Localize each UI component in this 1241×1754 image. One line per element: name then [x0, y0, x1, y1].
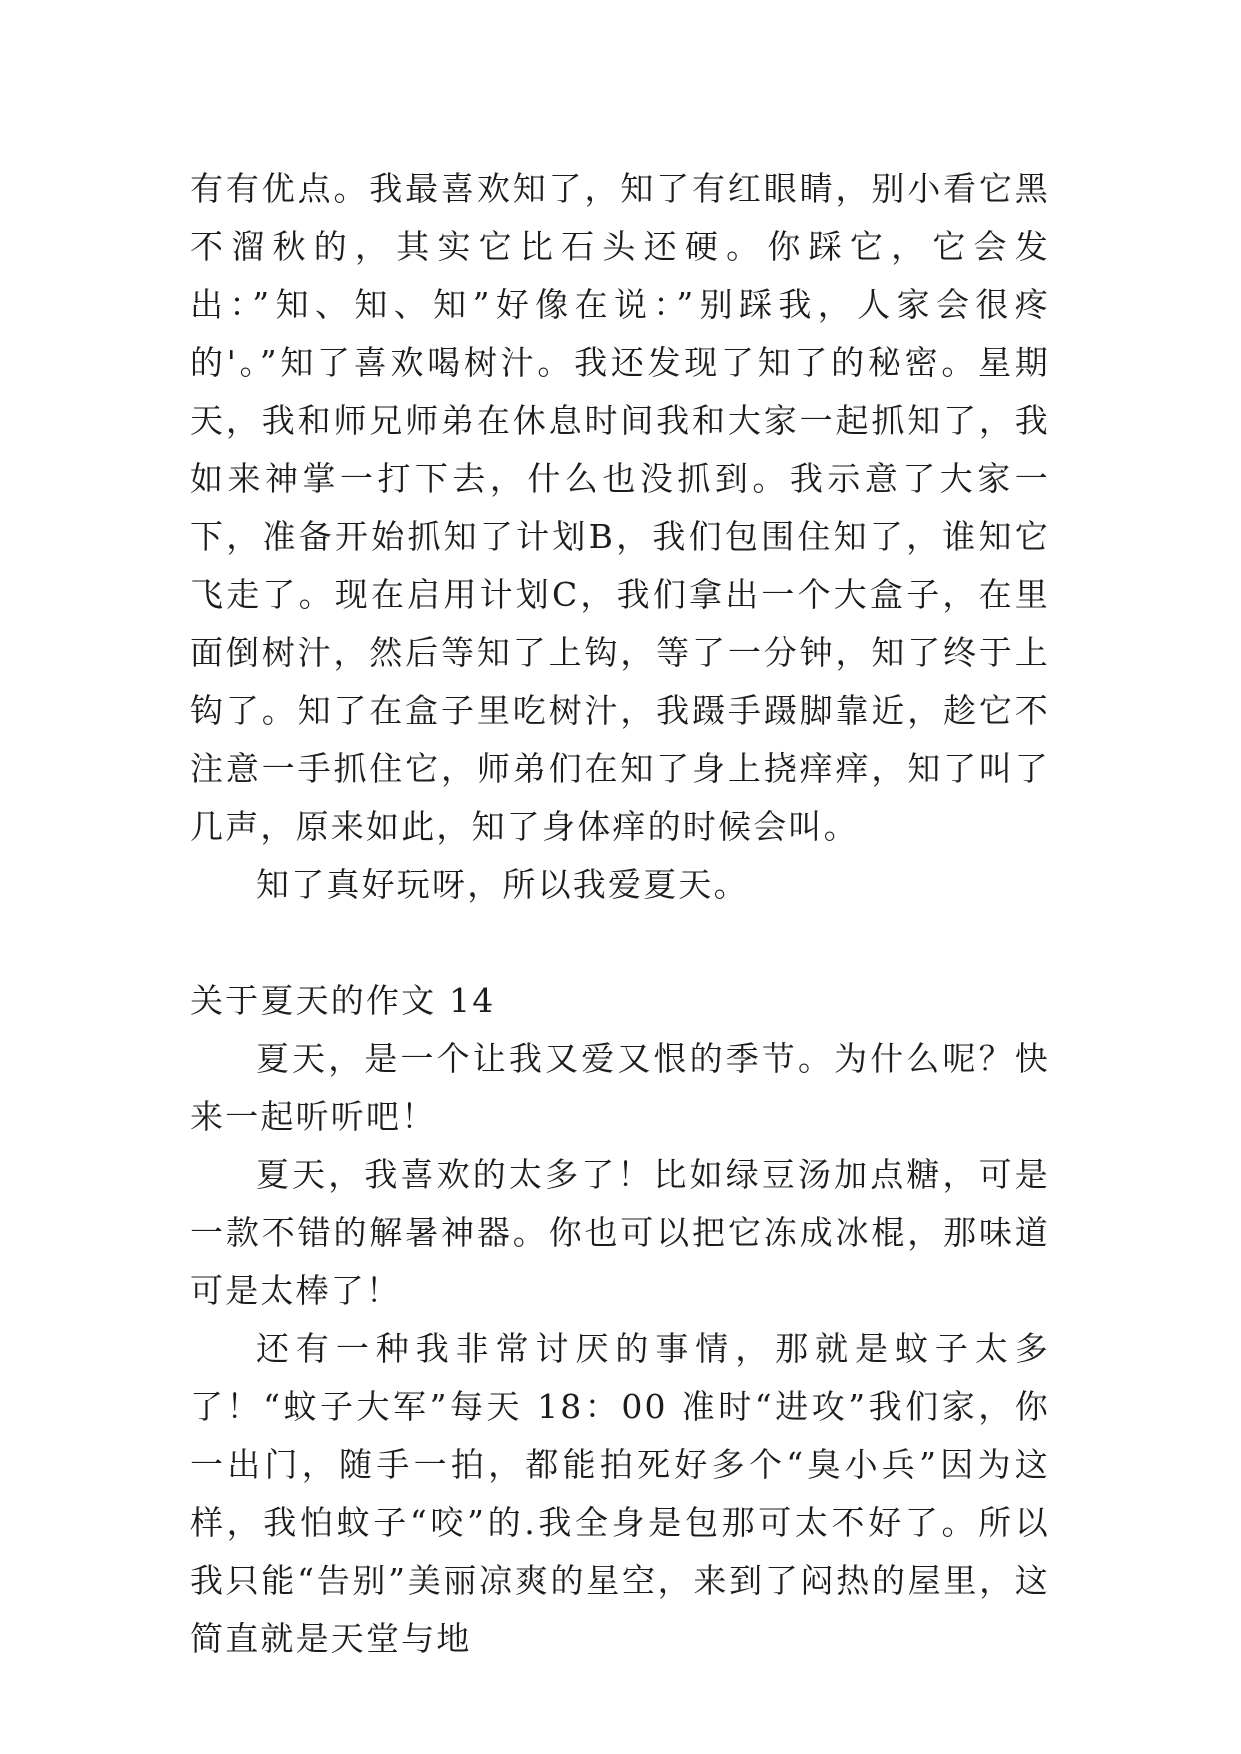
paragraph-dislikes: 还有一种我非常讨厌的事情，那就是蚊子太多了！“蚊子大军”每天 18：00 准时“进攻”我们家，你一出门，随手一拍，都能拍死好多个“臭小兵”因为这样，我怕蚊子“咬”的.我全身是包那可太不好了。所以我只能“告别”美丽凉爽的星空，来到了闷热的屋里，这简直就是天堂与地: [190, 1329, 1050, 1658]
paragraph-conclusion: 知了真好玩呀，所以我爱夏天。: [256, 865, 749, 904]
document-body: [190, 160, 1050, 1668]
paragraph-likes: 夏天，我喜欢的太多了！比如绿豆汤加点糖，可是一款不错的解暑神器。你也可以把它冻成冰棍，那味道可是太棒了！: [190, 1155, 1050, 1310]
paragraph-intro: 夏天，是一个让我又爱又恨的季节。为什么呢？快来一起听听吧！: [190, 1039, 1050, 1136]
section-heading: 关于夏天的作文 14: [190, 981, 496, 1020]
section-gap: [190, 914, 1050, 972]
paragraph-continued: 有有优点。我最喜欢知了，知了有红眼睛，别小看它黑不溜秋的，其实它比石头还硬。你踩它，它会发出：”知、知、知”好像在说：”别踩我，人家会很疼的'。”知了喜欢喝树汁。我还发现了知了的秘密。星期天，我和师兄师弟在休息时间我和大家一起抓知了，我如来神掌一打下去，什么也没抓到。我示意了大家一下，准备开始抓知了计划B，我们包围住知了，谁知它飞走了。现在启用计划C，我们拿出一个大盒子，在里面倒树汁，然后等知了上钩，等了一分钟，知了终于上钩了。知了在盒子里吃树汁，我蹑手蹑脚靠近，趁它不注意一手抓住它，师弟们在知了身上挠痒痒，知了叫了几声，原来如此，知了身体痒的时候会叫。: [190, 169, 1050, 846]
